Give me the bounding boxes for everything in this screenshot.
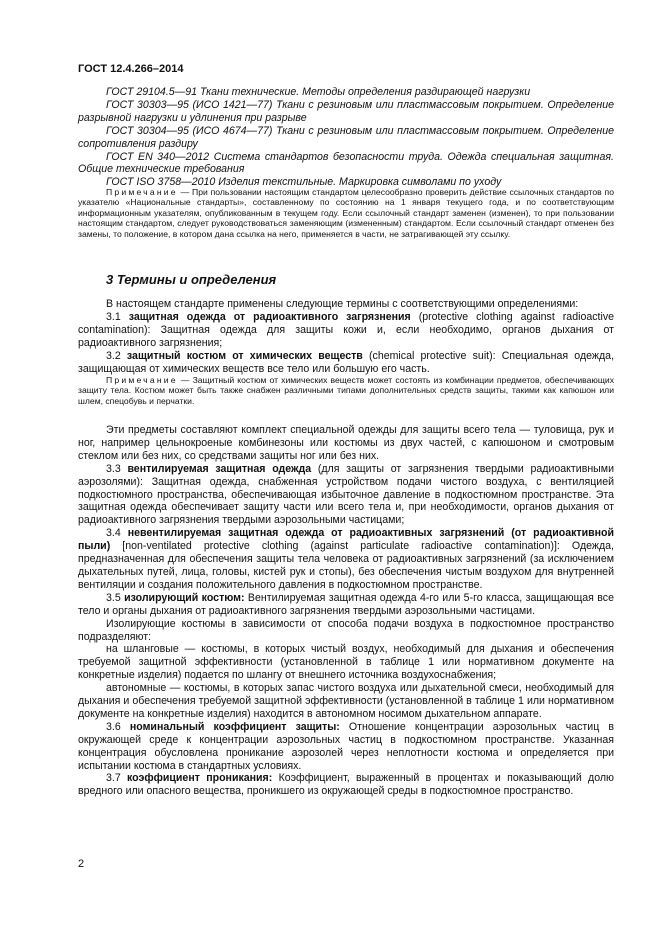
page-number: 2 [78,858,85,870]
term-name: защитная одежда от радиоактивного загрязнения [128,310,411,323]
term-3-2 [78,350,614,376]
term-definition: Вентилируемая защитная одежда 4-го или 5-го класса, защищающая все тело и органы дыхания от радиоактивного загрязнения твердыми аэрозольными частицами. [78,591,614,617]
paragraph-isolating: Изолирующие костюмы в зависимости от способа подачи воздуха в подкостюмное пространство подразделяют: [78,617,614,643]
term-definition: (для защиты от загрязнения твердыми радиоактивными аэрозолями): Защитная одежда, снабженная устройством подачи чистого воздуха, с вентиляцией подкостюмного пространства, обеспечивающая избыточное давление в подкостюмном пространстве. Эта защитная одежда обеспечивает защиту части или всего тела и, при необходимости, органов дыхания от радиоактивного загрязнения твердыми аэрозольными частицами; [78,462,614,527]
term-name: номинальный коэффициент защиты: [129,720,340,733]
term-definition: Коэффициент, выраженный в процентах и показывающий долю вредного или опасного вещества, проникшего из окружающей среды в подкостюмное пространство. [78,772,614,798]
term-number: 3.2 [106,349,127,362]
term-3-6 [78,721,614,773]
reference-item: ГОСТ 30303—95 (ИСО 1421—77) Ткани с резиновым или пластмассовым покрытием. Определение разрывной нагрузки и удлинения при разрыве [78,98,614,124]
term-name: невентилируемая защитная одежда от радиоактивных загрязнений (от радиоактивной пыли) [78,527,614,553]
term-definition: Отношение концентрации аэрозольных частиц в окружающей среде к концентрации аэрозольных частиц в подкостюмном пространстве. Указанная концентрация обусловлена проникание аэрозолей через неплотности костюма и определяется при испытании костюма в стандартных условиях. [78,720,615,772]
intro-paragraph: В настоящем стандарте применены следующие термины с соответствующими определениями: [106,298,579,310]
term-3-7 [78,772,614,798]
term-name: коэффициент проникания: [127,772,273,785]
term-name: защитный костюм от химических веществ [126,349,363,362]
term-3-5 [78,592,614,618]
normative-references [78,86,614,189]
term-definition: (protective clothing against radioactive contamination): Защитная одежда для защиты кожи и, если необходимо, органов дыхания от радиоактивного загрязнения; [78,310,615,349]
term-3-4 [78,527,614,592]
terms-body-part1 [78,298,614,375]
reference-item: ГОСТ 30304—95 (ИСО 4674—77) Ткани с резиновым или пластмассовым покрытием. Определение сопротивления раздиру [78,124,614,150]
document-header: ГОСТ 12.4.266–2014 [78,63,184,75]
term-number: 3.4 [106,527,128,540]
term-number: 3.1 [106,310,129,323]
note-text: — Защитный костюм от химических веществ может состоять из комбинации предметов, обеспечивающих защиту тела. Костюм может быть также снабжен различными типами дополнительных средств защиты, такими как капюшон или шлем, спецобувь и перчатки. [78,375,614,406]
term-number: 3.7 [106,772,128,785]
term-number: 3.5 [106,591,125,604]
term-definition: (chemical protective suit): Специальная одежда, защищающая от химических веществ все тело или большую его часть. [78,349,615,375]
note-text: — При пользовании настоящим стандартом целесообразно проверить действие ссылочных стандартов по указателю «Национальные стандарты», составленному по состоянию на 1 января текущего года, и по соответствующим информационным указателям, опубликованным в текущем году. Если ссылочный стандарт заменен (изменен), то при пользовании настоящим стандартом, следует руководствоваться заменяющим (измененным) стандартом. Если ссылочный стандарт отменен без замены, то положение, в котором дана ссылка на него, применяется в части, не затрагивающей эту ссылку. [78,187,614,239]
term-name: вентилируемая защитная одежда [127,462,312,475]
references-note [78,187,614,239]
note-label: Примечание [106,375,178,385]
terms-body-part2 [78,424,614,798]
paragraph-hose: на шланговые — костюмы, в которых чистый воздух, необходимый для дыхания и обеспечения требуемой защитной эффективности (установленной в таблице 1 или нормативном документе на конкретные изделия) подается по шлангу от внешнего источника воздухоснабжения; [78,643,614,682]
reference-item: ГОСТ ISO 3758—2010 Изделия текстильные. Маркировка символами по уходу [106,176,502,189]
term-3-3 [78,463,614,528]
reference-item: ГОСТ 29104.5—91 Ткани технические. Методы определения раздирающей нагрузки [106,86,531,98]
section-title: 3 Термины и определения [106,272,277,287]
term-note [78,375,614,406]
term-name: изолирующий костюм: [124,591,245,604]
term-definition: [non-ventilated protective clothing (against particulate radioactive contamination)]: Одежда, предназначенная для обеспечения защиты тела человека от радиоактивных загрязнений (за исключением дыхательных путей, лица, головы, кистей рук и стопы), без обеспечения чистым воздухом для внутренней вентиляции и создания положительного давления в подкостюмном пространстве. [78,540,614,591]
note-label: Примечание [106,187,178,197]
paragraph-items: Эти предметы составляют комплект специальной одежды для защиты всего тела — туловища, рук и ног, например цельнокроеные комбинезоны или костюмы из двух частей, с капюшоном и смотровым стеклом или без них, со средствами защиты ног или без них. [78,424,614,462]
term-number: 3.3 [106,462,128,475]
term-3-1 [78,311,614,350]
reference-item: ГОСТ EN 340—2012 Система стандартов безопасности труда. Одежда специальная защитная. Общие технические требования [78,150,614,176]
term-number: 3.6 [106,720,130,733]
paragraph-autonomous: автономные — костюмы, в которых запас чистого воздуха или дыхательной смеси, необходимый для дыхания и обеспечения требуемой защитной эффективности (установленной в таблице 1 или нормативном документе на конкретные изделия) находится в автономном носимом дыхательном аппарате. [78,682,614,720]
